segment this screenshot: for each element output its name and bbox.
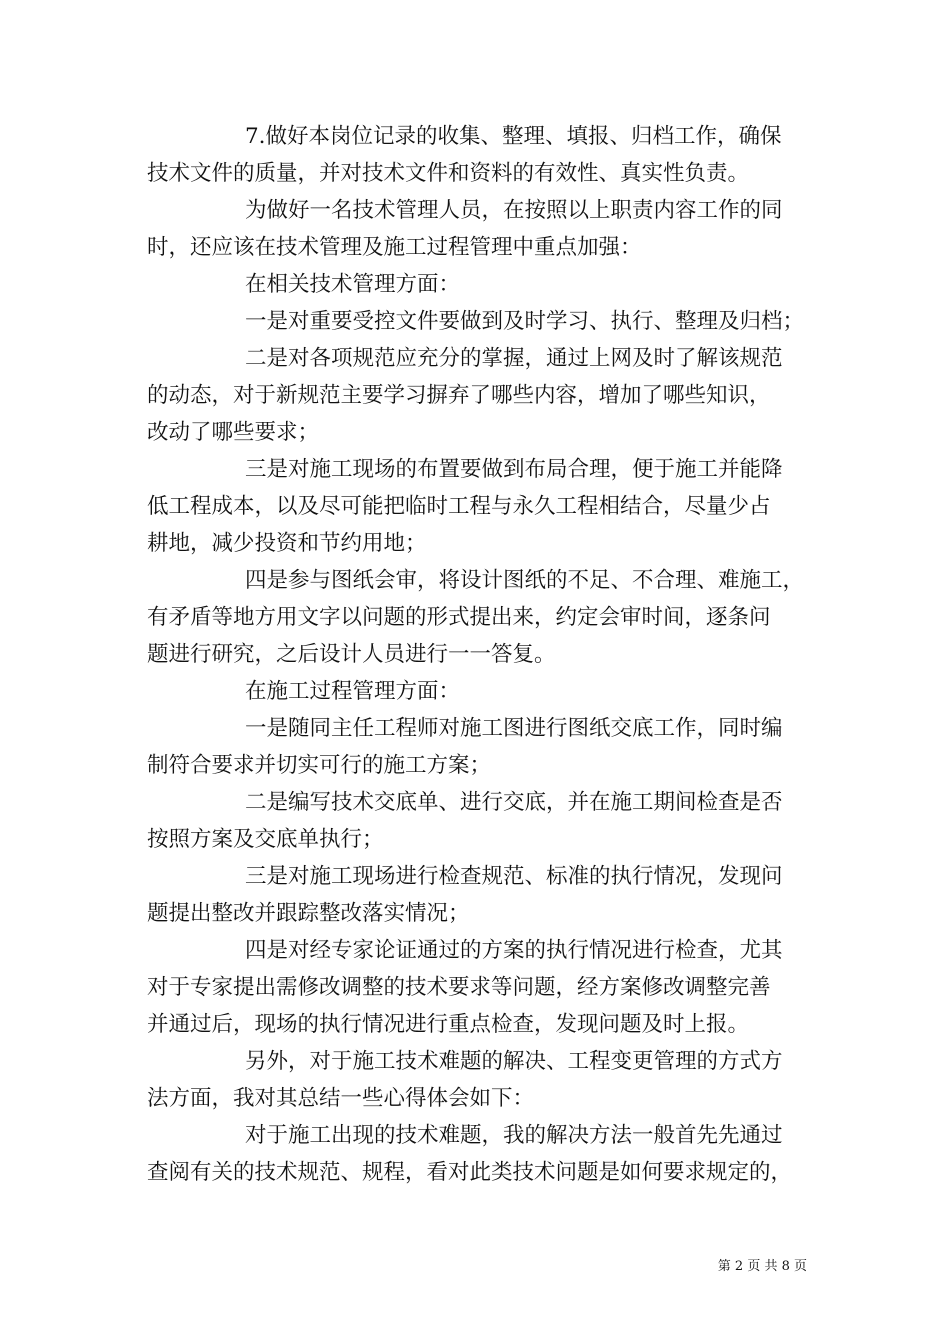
paragraph-line: 对于施工出现的技术难题，我的解决方法一般首先先通过 — [245, 1123, 783, 1148]
paragraph-line: 三是对施工现场的布置要做到布局合理，便于施工并能降 — [245, 457, 783, 482]
paragraph-line: 二是对各项规范应充分的掌握，通过上网及时了解该规范 — [245, 346, 783, 371]
paragraph-line: 二是编写技术交底单、进行交底，并在施工期间检查是否 — [245, 790, 783, 815]
paragraph-line: 低工程成本，以及尽可能把临时工程与永久工程相结合，尽量少占 — [147, 494, 771, 519]
paragraph-line: 另外，对于施工技术难题的解决、工程变更管理的方式方 — [245, 1049, 783, 1074]
paragraph-line: 耕地，减少投资和节约用地； — [147, 531, 427, 556]
paragraph-line: 制符合要求并切实可行的施工方案； — [147, 753, 492, 778]
paragraph-line: 一是对重要受控文件要做到及时学习、执行、整理及归档； — [245, 309, 805, 334]
paragraph-line: 时，还应该在技术管理及施工过程管理中重点加强： — [147, 235, 642, 260]
paragraph-line: 题提出整改并跟踪整改落实情况； — [147, 901, 470, 926]
paragraph-line: 三是对施工现场进行检查规范、标准的执行情况，发现问 — [245, 864, 783, 889]
paragraph-line: 技术文件的质量，并对技术文件和资料的有效性、真实性负责。 — [147, 161, 750, 186]
section-heading: 在施工过程管理方面： — [245, 679, 461, 704]
paragraph-line: 法方面，我对其总结一些心得体会如下： — [147, 1086, 535, 1111]
paragraph-line: 四是对经专家论证通过的方案的执行情况进行检查，尤其 — [245, 938, 783, 963]
paragraph-line: 对于专家提出需修改调整的技术要求等问题，经方案修改调整完善 — [147, 975, 771, 1000]
paragraph-line: 为做好一名技术管理人员，在按照以上职责内容工作的同 — [245, 198, 783, 223]
paragraph-line: 有矛盾等地方用文字以问题的形式提出来，约定会审时间，逐条问 — [147, 605, 771, 630]
paragraph-line: 的动态，对于新规范主要学习摒弃了哪些内容，增加了哪些知识， — [147, 383, 771, 408]
paragraph-line: 改动了哪些要求； — [147, 420, 320, 445]
page-number-footer: 第 2 页 共 8 页 — [717, 1259, 807, 1274]
section-heading: 在相关技术管理方面： — [245, 272, 461, 297]
paragraph-line: 7.做好本岗位记录的收集、整理、填报、归档工作，确保 — [245, 124, 782, 149]
paragraph-line: 四是参与图纸会审，将设计图纸的不足、不合理、难施工， — [245, 568, 805, 593]
paragraph-line: 查阅有关的技术规范、规程，看对此类技术问题是如何要求规定的， — [147, 1160, 793, 1185]
paragraph-line: 题进行研究，之后设计人员进行一一答复。 — [147, 642, 556, 667]
paragraph-line: 一是随同主任工程师对施工图进行图纸交底工作，同时编 — [245, 716, 783, 741]
paragraph-line: 按照方案及交底单执行； — [147, 827, 384, 852]
paragraph-line: 并通过后，现场的执行情况进行重点检查，发现问题及时上报。 — [147, 1012, 750, 1037]
